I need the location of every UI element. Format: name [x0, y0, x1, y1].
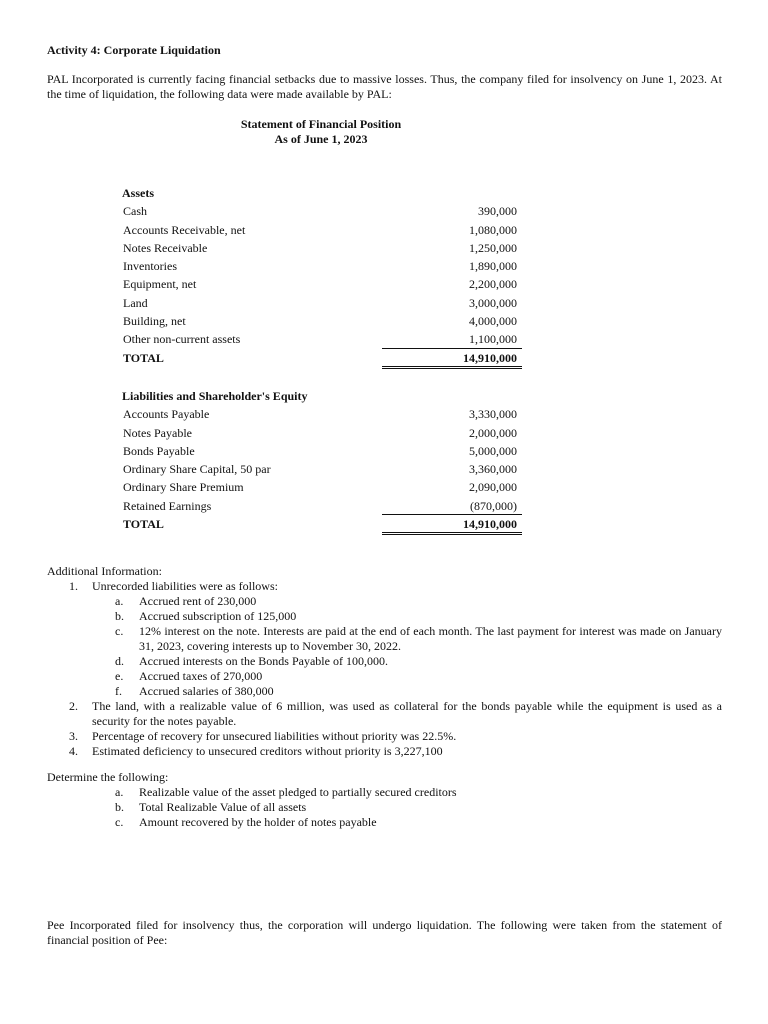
list-item	[47, 744, 722, 759]
row-value: 1,080,000	[469, 222, 517, 237]
additional-info-list	[47, 579, 722, 759]
row-label: Cash	[123, 204, 147, 219]
table-row	[122, 424, 522, 442]
determine-list	[47, 785, 722, 830]
row-value: 1,890,000	[469, 259, 517, 274]
double-rule-bottom	[382, 368, 522, 369]
item-text: Percentage of recovery for unsecured liabilities without priority was 22.5%.	[92, 729, 457, 743]
row-label: Retained Earnings	[123, 498, 212, 513]
total-row	[122, 515, 522, 533]
item-number: 3.	[69, 729, 78, 743]
row-label: Notes Receivable	[123, 240, 208, 255]
item-letter: a.	[115, 594, 124, 608]
liabilities-section	[122, 387, 522, 533]
row-value: 5,000,000	[469, 443, 517, 458]
table-row	[122, 294, 522, 312]
table-row	[122, 221, 522, 239]
activity-title: Activity 4: Corporate Liquidation	[47, 43, 221, 57]
determine-heading: Determine the following:	[47, 770, 169, 784]
item-letter: c.	[115, 815, 124, 829]
double-rule-bottom	[382, 534, 522, 535]
liabilities-heading: Liabilities and Shareholder's Equity	[122, 389, 308, 403]
item-letter: c.	[115, 624, 124, 638]
table-row	[122, 497, 522, 515]
row-value: 2,000,000	[469, 425, 517, 440]
item-number: 2.	[69, 699, 78, 713]
total-row	[122, 349, 522, 367]
total-label: TOTAL	[123, 350, 164, 365]
intro-paragraph: PAL Incorporated is currently facing financial setbacks due to massive losses. Thus, the company filed for insolvency on June 1, 2023. At the time of liquidation, the following data were made available by PAL:	[47, 72, 722, 101]
pee-paragraph: Pee Incorporated filed for insolvency thus, the corporation will undergo liquidation. The following were taken from the statement of financial position of Pee:	[47, 918, 722, 947]
row-value: 4,000,000	[469, 314, 517, 329]
row-value: 2,090,000	[469, 480, 517, 495]
additional-info-heading: Additional Information:	[47, 564, 162, 578]
table-row	[122, 460, 522, 478]
unrecorded-liabilities-list	[92, 594, 722, 699]
total-label: TOTAL	[123, 517, 164, 532]
table-row	[122, 330, 522, 348]
row-label: Notes Payable	[123, 425, 192, 440]
double-rule-top	[382, 366, 522, 367]
double-rule-top	[382, 532, 522, 533]
item-text: Accrued rent of 230,000	[139, 594, 257, 608]
item-text: Accrued taxes of 270,000	[139, 669, 263, 683]
list-item	[47, 729, 722, 744]
row-label: Accounts Payable	[123, 407, 210, 422]
item-text: 12% interest on the note. Interests are paid at the end of each month. The last payment for interest was made on January 31, 2023, covering interests up to November 30, 2022.	[139, 624, 722, 653]
total-value: 14,910,000	[463, 517, 517, 532]
total-value: 14,910,000	[463, 350, 517, 365]
item-text: Total Realizable Value of all assets	[139, 800, 307, 814]
table-row	[122, 405, 522, 423]
table-row	[122, 478, 522, 496]
list-item	[92, 669, 722, 684]
row-label: Ordinary Share Premium	[123, 480, 244, 495]
row-value: 390,000	[478, 204, 517, 219]
row-label: Equipment, net	[123, 277, 197, 292]
item-letter: e.	[115, 669, 124, 683]
item-letter: b.	[115, 800, 124, 814]
table-row	[122, 202, 522, 220]
table-row	[122, 312, 522, 330]
row-value: 3,330,000	[469, 407, 517, 422]
row-label: Inventories	[123, 259, 177, 274]
list-item	[47, 699, 722, 729]
item-text: Unrecorded liabilities were as follows:	[92, 579, 278, 593]
item-text: Amount recovered by the holder of notes payable	[139, 815, 377, 829]
item-number: 1.	[69, 579, 78, 593]
row-value: 3,360,000	[469, 462, 517, 477]
row-label: Accounts Receivable, net	[123, 222, 246, 237]
list-item	[92, 594, 722, 609]
list-item	[92, 624, 722, 654]
item-letter: d.	[115, 654, 124, 668]
row-label: Other non-current assets	[123, 332, 241, 347]
statement-date: As of June 1, 2023	[274, 132, 368, 146]
table-row	[122, 275, 522, 293]
list-item	[47, 785, 722, 800]
table-row	[122, 442, 522, 460]
statement-title: Statement of Financial Position	[240, 117, 402, 131]
row-value: 1,100,000	[469, 332, 517, 347]
statement-header	[210, 117, 432, 147]
row-label: Bonds Payable	[123, 443, 195, 458]
item-text: Accrued interests on the Bonds Payable of 100,000.	[139, 654, 388, 668]
item-text: The land, with a realizable value of 6 million, was used as collateral for the bonds payable while the equipment is used as a security for the notes payable.	[92, 699, 722, 728]
list-item	[47, 800, 722, 815]
assets-heading: Assets	[122, 186, 154, 200]
item-letter: f.	[115, 684, 122, 698]
row-value: 3,000,000	[469, 295, 517, 310]
assets-section	[122, 184, 522, 367]
item-letter: b.	[115, 609, 124, 623]
row-label: Ordinary Share Capital, 50 par	[123, 462, 271, 477]
item-text: Estimated deficiency to unsecured creditors without priority is 3,227,100	[92, 744, 443, 758]
list-item	[92, 654, 722, 669]
item-letter: a.	[115, 785, 124, 799]
table-row	[122, 239, 522, 257]
item-text: Accrued salaries of 380,000	[139, 684, 274, 698]
row-label: Land	[123, 295, 148, 310]
row-label: Building, net	[123, 314, 186, 329]
row-value: (870,000)	[470, 498, 517, 513]
list-item	[47, 815, 722, 830]
row-value: 2,200,000	[469, 277, 517, 292]
list-item	[92, 609, 722, 624]
item-text: Realizable value of the asset pledged to partially secured creditors	[139, 785, 457, 799]
table-row	[122, 257, 522, 275]
item-text: Accrued subscription of 125,000	[139, 609, 297, 623]
list-item	[47, 579, 722, 699]
item-number: 4.	[69, 744, 78, 758]
row-value: 1,250,000	[469, 240, 517, 255]
list-item	[92, 684, 722, 699]
